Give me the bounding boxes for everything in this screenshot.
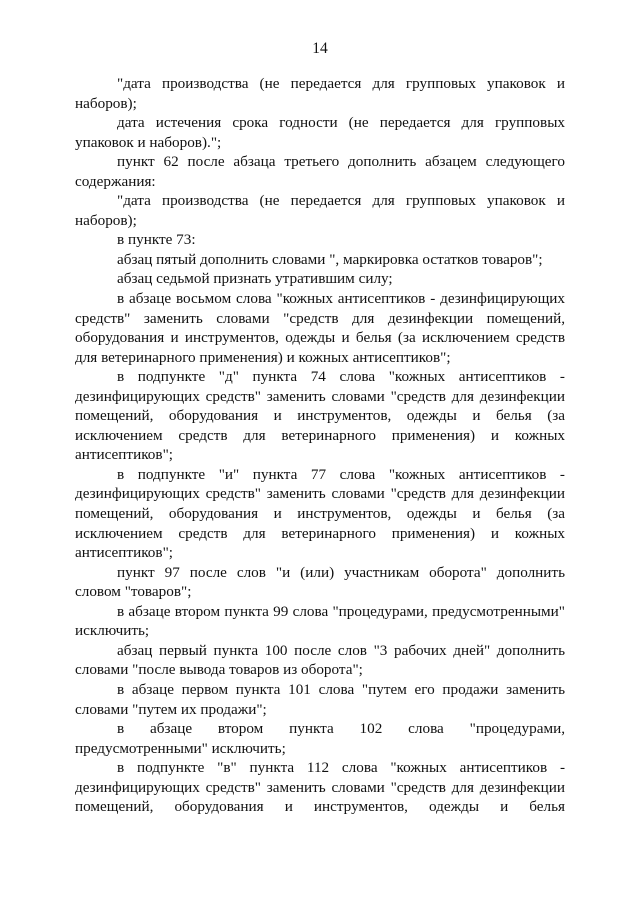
paragraph-text: пункт 62 после абзаца третьего дополнить абзацем следующего содержания:: [75, 153, 565, 190]
paragraph: [75, 367, 565, 465]
paragraph: [75, 74, 565, 113]
paragraph: [75, 269, 565, 289]
paragraph: [75, 250, 565, 270]
paragraph-text: абзац седьмой признать утратившим силу;: [117, 270, 393, 288]
paragraph: [75, 289, 565, 367]
paragraph-text: в абзаце втором пункта 99 слова "процедурами, предусмотренными" исключить;: [75, 602, 565, 640]
paragraph-text: дата истечения срока годности (не передается для групповых упаковок и наборов).";: [75, 114, 565, 151]
paragraph-text: в подпункте "и" пункта 77 слова "кожных антисептиков - дезинфицирующих средств" заменить словами "средств для дезинфекции помещений, оборудования и инструментов, одежды и белья (за исключением средств для ветеринарного применения) и кожных антисептиков";: [75, 465, 565, 562]
paragraph: [75, 152, 565, 191]
paragraph: [75, 230, 565, 250]
paragraph-text: абзац пятый дополнить словами ", маркировка остатков товаров";: [117, 250, 543, 268]
paragraph-text: в подпункте "в" пункта 112 слова "кожных антисептиков - дезинфицирующих средств" заменить словами "средств для дезинфекции помещений, оборудования и инструментов, одежды и белья: [75, 759, 565, 816]
page-number: 14: [312, 40, 328, 57]
paragraph: [75, 641, 565, 680]
paragraph-text: "дата производства (не передается для групповых упаковок и наборов);: [75, 192, 565, 229]
paragraph: [75, 719, 565, 758]
paragraph-text: в абзаце первом пункта 101 слова "путем его продажи заменить словами "путем их продажи";: [75, 680, 565, 718]
paragraph: [75, 465, 565, 563]
paragraph: [75, 563, 565, 602]
document-body: [75, 74, 565, 817]
paragraph-text: пункт 97 после слов "и (или) участникам оборота" дополнить словом "товаров";: [75, 563, 565, 601]
paragraph-text: "дата производства (не передается для групповых упаковок и наборов);: [75, 75, 565, 112]
paragraph-text: абзац первый пункта 100 после слов "3 рабочих дней" дополнить словами "после вывода товаров из оборота";: [75, 641, 565, 679]
paragraph: [75, 602, 565, 641]
paragraph: [75, 113, 565, 152]
paragraph-text: в пункте 73:: [117, 231, 196, 249]
paragraph: [75, 191, 565, 230]
paragraph: [75, 758, 565, 817]
paragraph-text: в абзаце восьмом слова "кожных антисептиков - дезинфицирующих средств" заменить словами "средств для дезинфекции помещений, оборудования и инструментов, одежды и белья (за исключением средств для ветеринарного применения) и кожных антисептиков";: [75, 290, 565, 366]
paragraph: [75, 680, 565, 719]
paragraph-text: в подпункте "д" пункта 74 слова "кожных антисептиков - дезинфицирующих средств" заменить словами "средств для дезинфекции помещений, оборудования и инструментов, одежды и белья (за исключением средств для ветеринарного применения) и кожных антисептиков";: [75, 368, 565, 464]
paragraph-text: в абзаце втором пункта 102 слова "процедурами, предусмотренными" исключить;: [75, 720, 565, 757]
